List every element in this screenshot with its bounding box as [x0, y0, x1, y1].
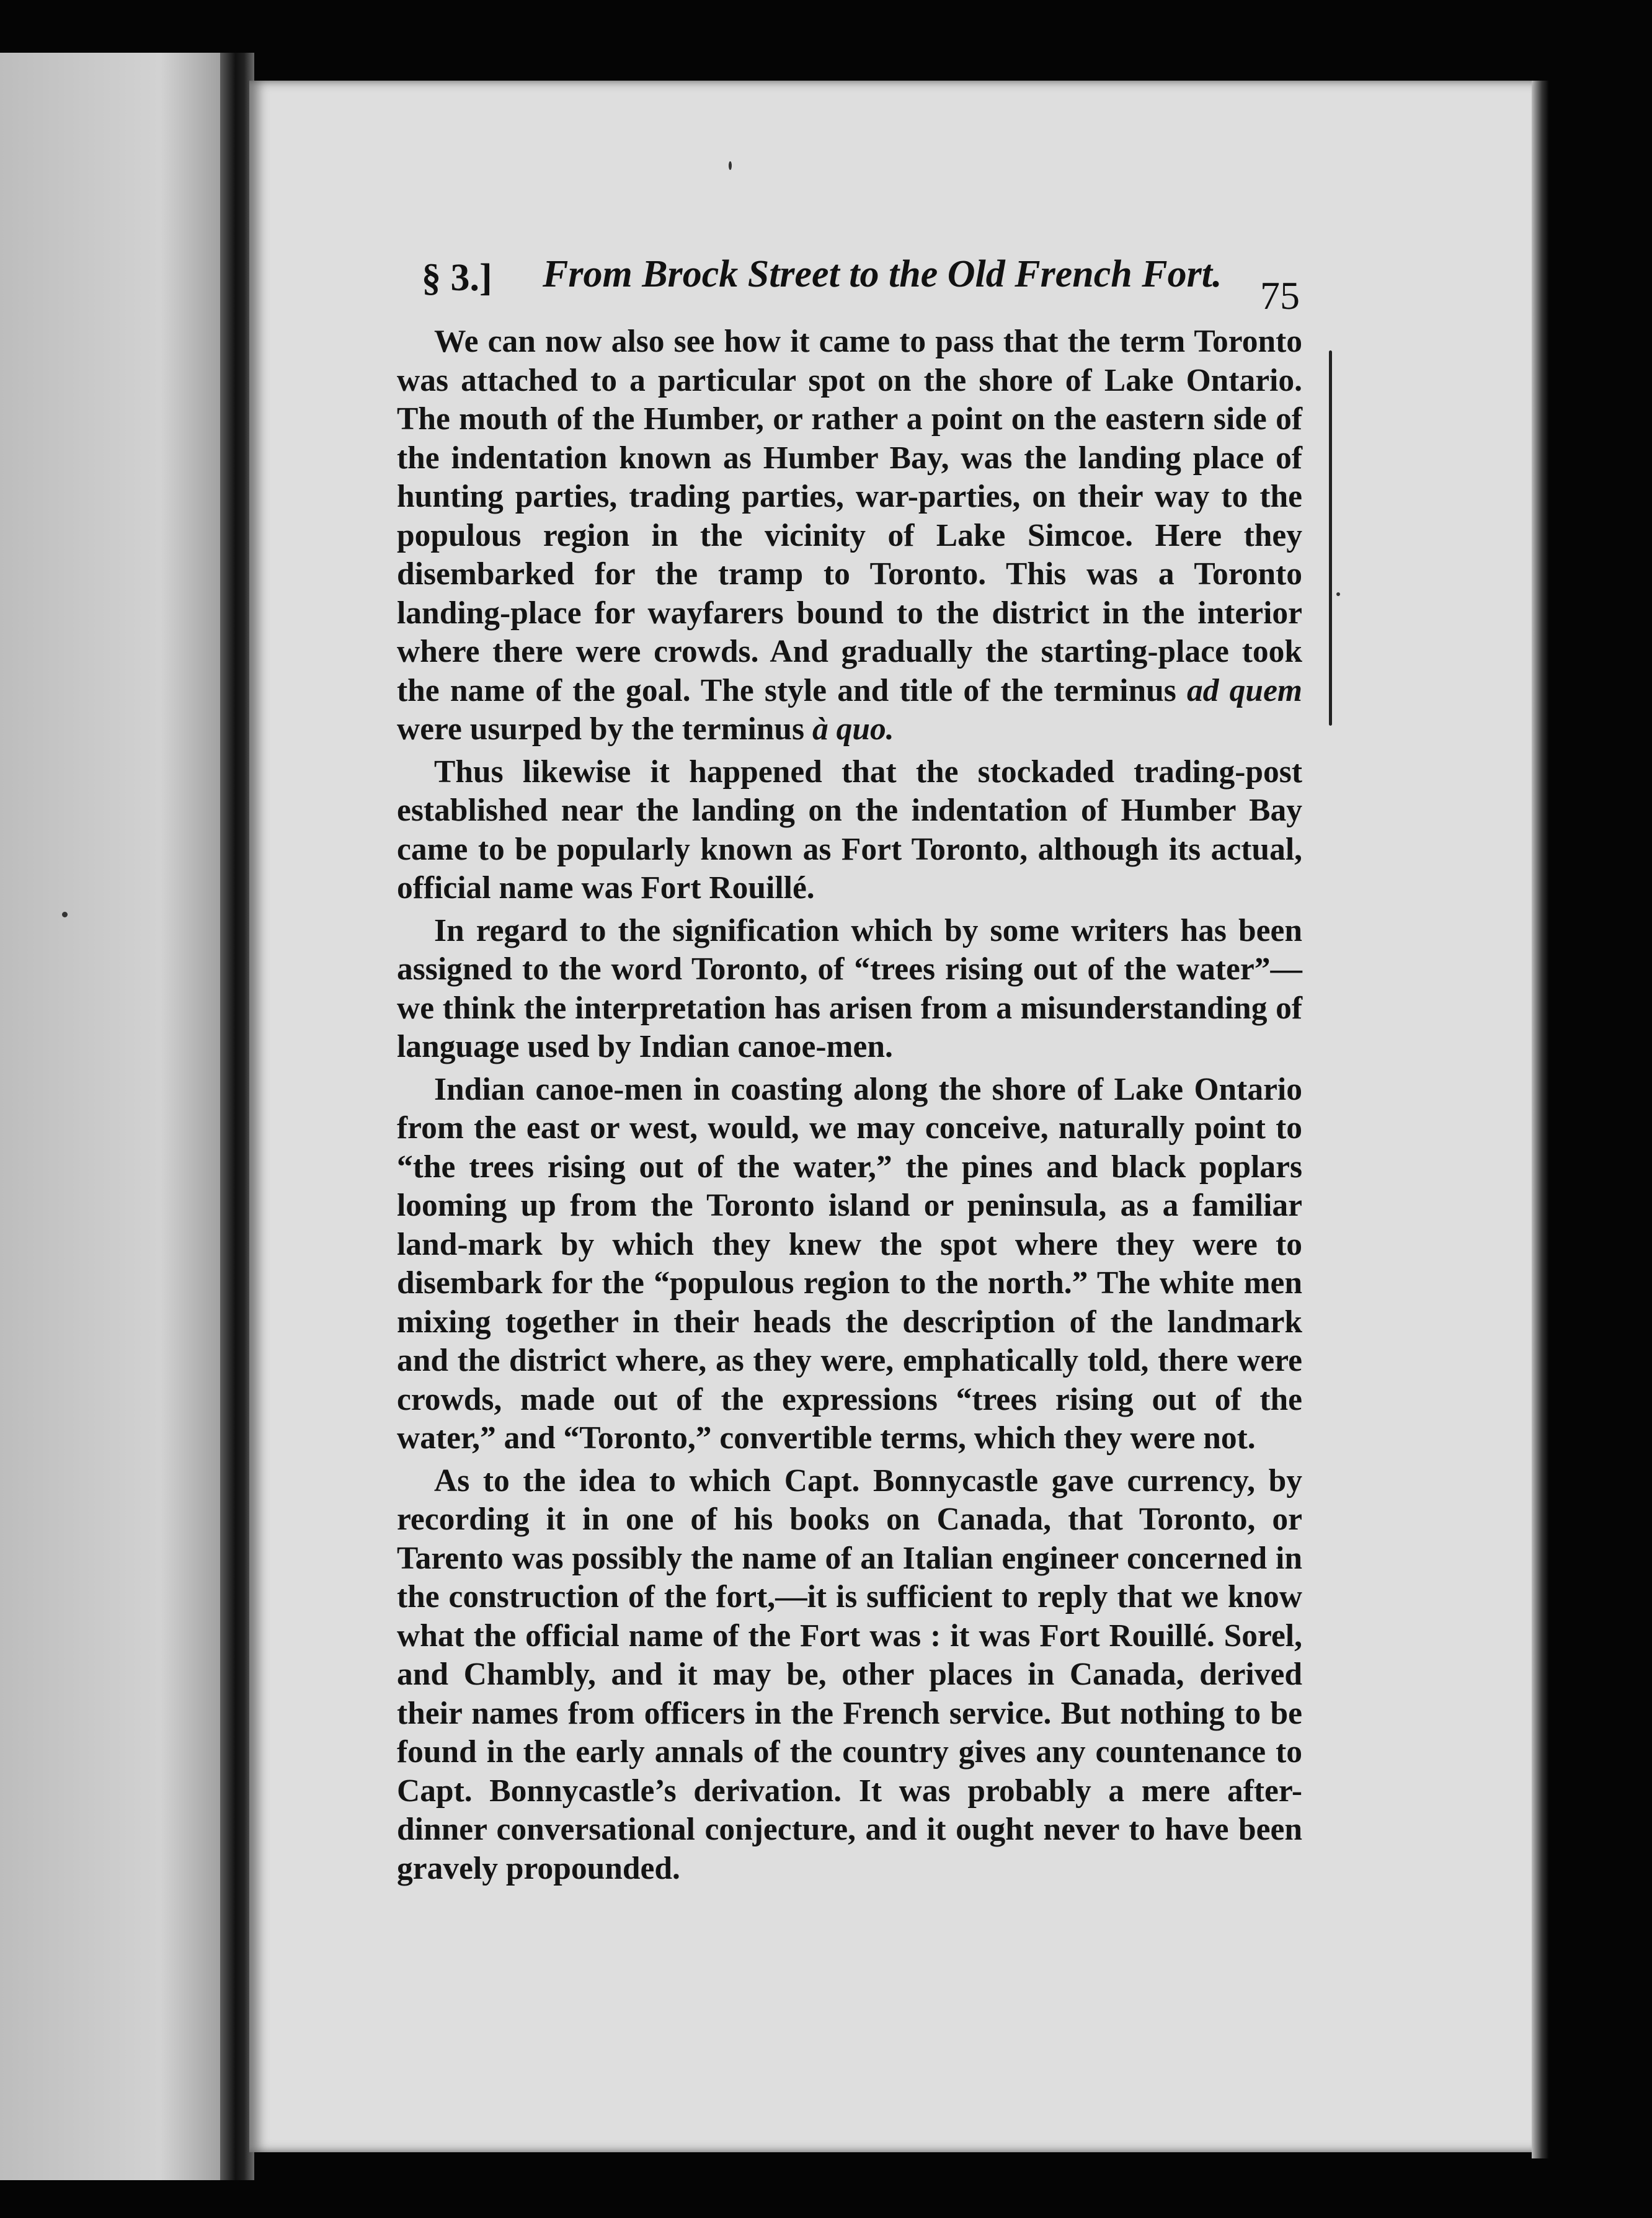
- italic-phrase: à quo.: [812, 711, 894, 747]
- right-page-edge: [1532, 81, 1549, 2158]
- paragraph: Thus likewise it happened that the stockaded trading-post established near the landing on the indentation of Humber Bay came to be popularly known as Fort Toronto, although its actual, official name was Fort Rouillé.: [397, 754, 1302, 906]
- page-number: 75: [1260, 274, 1300, 318]
- left-page-edge: [0, 53, 229, 2180]
- scan-speck: [62, 912, 68, 917]
- paragraph: As to the idea to which Capt. Bonnycastle gave currency, by recording it in one of his books on Canada, that Toronto, or Tarento was possibly the name of an Italian engineer concerned in the construction of the fort,—it is sufficient to reply that we know what the official name of the Fort was : it was Fort Rouillé. Sorel, and Chambly, and it may be, other places in Canada, derived their names from officers in the French service. But nothing to be found in the early annals of the country gives any countenance to Capt. Bonnycastle’s derivation. It was probably a mere after-dinner conversational conjecture, and it ought never to have been gravely propounded.: [397, 1463, 1302, 1886]
- margin-bracket-line: [1329, 350, 1332, 726]
- paragraph-text: We can now also see how it came to pass that the term Toronto was attached to a particular spot on the shore of Lake Ontario. The mouth of the Humber, or rather a point on the eastern side of the indentation known as Humber Bay, was the landing place of hunting parties, trading parties, war-parties, on their way to the populous region in the vicinity of Lake Simcoe. Here they disembarked for the tramp to Toronto. This was a Toronto landing-place for wayfarers bound to the district in the interior where there were crowds. And gradually the starting-place took the name of the goal. The style and title of the terminus: [397, 324, 1302, 708]
- body-text: [397, 323, 1302, 1888]
- paragraph-text: were usurped by the terminus: [397, 711, 812, 747]
- italic-phrase: ad quem: [1186, 672, 1302, 708]
- running-header: [422, 251, 1315, 319]
- paragraph: [397, 323, 1302, 749]
- section-marker: § 3.]: [422, 257, 492, 299]
- scan-speck: [729, 161, 732, 170]
- paragraph: Indian canoe-men in coasting along the shore of Lake Ontario from the east or west, would, we may conceive, naturally point to “the trees rising out of the water,” the pines and black poplars looming up from the Toronto island or peninsula, as a familiar land-mark by which they knew the spot where they were to disembark for the “populous region to the north.” The white men mixing together in their heads the description of the landmark and the district where, as they were, emphatically told, there were crowds, made out of the expressions “trees rising out of the water,” and “Toronto,” convertible terms, which they were not.: [397, 1071, 1302, 1456]
- paragraph: In regard to the signification which by some writers has been assigned to the word Toronto, of “trees rising out of the water”—we think the interpretation has arisen from a misunderstanding of language used by Indian canoe-men.: [397, 912, 1302, 1064]
- scan-speck: [1336, 592, 1340, 596]
- running-title: From Brock Street to the Old French Fort.: [543, 253, 1222, 295]
